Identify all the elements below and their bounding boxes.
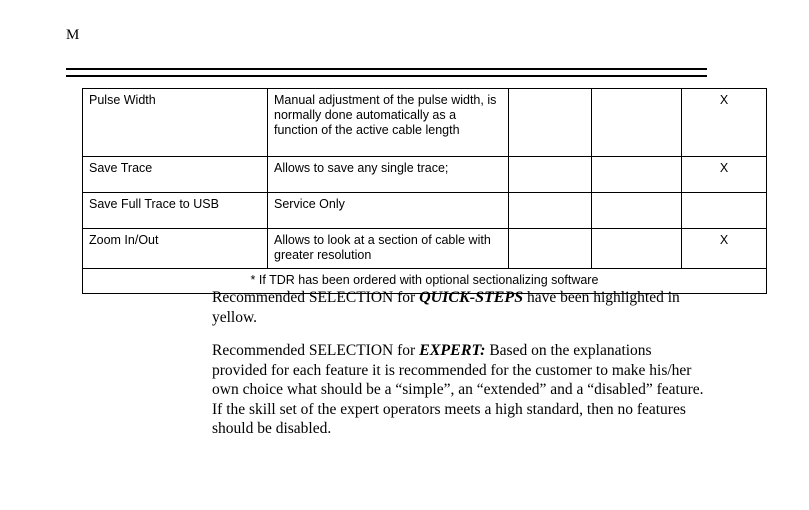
feature-table xyxy=(82,88,767,294)
feature-col5-cell xyxy=(682,193,767,229)
paragraph-expert xyxy=(212,341,710,439)
paragraph-quick-steps xyxy=(212,288,710,327)
feature-col5-cell: X xyxy=(682,157,767,193)
feature-col4-cell xyxy=(592,229,682,269)
table-row xyxy=(83,89,767,157)
feature-col3-cell xyxy=(509,157,592,193)
feature-col3-cell xyxy=(509,193,592,229)
feature-name-cell: Save Trace xyxy=(83,157,268,193)
table-row xyxy=(83,229,767,269)
feature-name-cell: Pulse Width xyxy=(83,89,268,157)
feature-description-cell: Allows to save any single trace; xyxy=(268,157,509,193)
feature-col3-cell xyxy=(509,229,592,269)
feature-description-cell: Manual adjustment of the pulse width, is normally done automatically as a function of the active cable length xyxy=(268,89,509,157)
feature-col5-cell: X xyxy=(682,229,767,269)
page-corner-mark: M xyxy=(66,27,80,43)
paragraph-1-tail: have been highlighted in yellow. xyxy=(212,289,680,326)
feature-description-cell: Service Only xyxy=(268,193,509,229)
table-row xyxy=(83,193,767,229)
feature-col4-cell xyxy=(592,193,682,229)
paragraph-1-lead: Recommended SELECTION for xyxy=(212,289,420,306)
table-row xyxy=(83,157,767,193)
feature-col3-cell xyxy=(509,89,592,157)
feature-col4-cell xyxy=(592,157,682,193)
paragraph-2-emphasis: EXPERT: xyxy=(419,342,486,359)
feature-description-cell: Allows to look at a section of cable with greater resolution xyxy=(268,229,509,269)
feature-name-cell: Zoom In/Out xyxy=(83,229,268,269)
paragraph-2-lead: Recommended SELECTION for xyxy=(212,342,420,359)
feature-col4-cell xyxy=(592,89,682,157)
feature-name-cell: Save Full Trace to USB xyxy=(83,193,268,229)
table-footnote: * If TDR has been ordered with optional sectionalizing software xyxy=(83,269,767,294)
paragraph-2-tail: Based on the explanations provided for each feature it is recommended for the customer to make his/her own choice what should be a “simple”, an “extended” and a “disabled” feature. If the skill set of the expert operators meets a high standard, then no features should be disabled. xyxy=(212,342,704,437)
header-rule xyxy=(66,68,707,77)
feature-col5-cell: X xyxy=(682,89,767,157)
paragraph-1-emphasis: QUICK-STEPS xyxy=(419,289,524,306)
